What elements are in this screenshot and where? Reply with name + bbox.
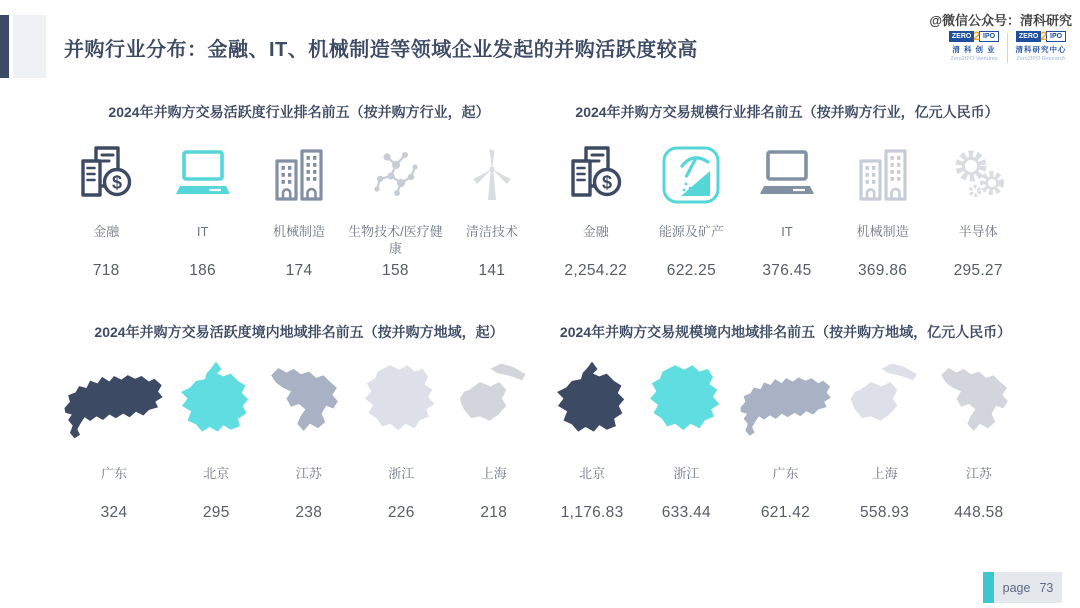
logo-name-en: Zero2IPO Ventures <box>950 56 998 62</box>
rank-value: 141 <box>478 262 506 279</box>
rank-label: IT <box>781 224 793 239</box>
rank-label: 江苏 <box>965 466 992 481</box>
jiangsu-map-icon <box>934 352 1024 456</box>
zero2ipo-logos <box>945 30 1070 63</box>
rank-value: 1,176.83 <box>560 504 624 521</box>
rank-label: 浙江 <box>673 466 700 481</box>
chart-title: 2024年并购方交易活跃度境内地域排名前五（按并购方地域，起） <box>94 324 504 340</box>
page-number: page 73 <box>994 572 1062 603</box>
finance-building-dollar-icon <box>564 138 628 212</box>
chart-title: 2024年并购方交易规模境内地域排名前五（按并购方地域，亿元人民币） <box>559 324 1012 340</box>
rank-item <box>932 342 1026 522</box>
rank-label: 能源及矿产 <box>658 224 724 239</box>
logo-name-cn: 清科研究中心 <box>1015 45 1067 54</box>
chart-title: 2024年并购方交易活跃度行业排名前五（按并购方行业，起） <box>108 104 490 120</box>
logo-name-cn: 清 科 创 业 <box>952 45 996 54</box>
rank-label: 北京 <box>203 466 230 481</box>
chart-region-activity <box>58 322 540 522</box>
chart-industry-activity <box>58 102 540 280</box>
rank-value: 324 <box>100 504 128 521</box>
rank-item <box>835 122 931 280</box>
rank-value: 226 <box>387 504 415 521</box>
page-accent-bar <box>983 572 994 603</box>
chart-industry-scale <box>548 102 1026 280</box>
header-accent-bar <box>0 15 9 78</box>
rank-value: 622.25 <box>666 262 716 279</box>
wind-turbine-icon <box>460 138 524 212</box>
rank-label: 上海 <box>871 466 898 481</box>
molecule-icon <box>363 138 427 212</box>
buildings-icon <box>267 138 331 212</box>
rank-value: 369.86 <box>857 262 908 279</box>
mining-pickaxe-icon <box>659 138 723 212</box>
logo-wordmark: ZERO 2 IPO <box>949 30 999 42</box>
logo-name-en: Zero2IPO Research <box>1016 56 1066 62</box>
rank-value: 621.42 <box>760 504 811 521</box>
rank-label: 金融 <box>582 224 609 239</box>
rank-value: 2,254.22 <box>564 262 628 279</box>
rank-item <box>154 122 250 280</box>
rank-label: 北京 <box>579 466 606 481</box>
guangdong-map-icon <box>58 352 170 456</box>
rank-value: 633.44 <box>661 504 711 521</box>
rank-row <box>58 122 540 280</box>
rank-item <box>263 342 356 522</box>
chart-title: 2024年并购方交易规模行业排名前五（按并购方行业，亿元人民币） <box>575 104 999 120</box>
rank-value: 448.58 <box>954 504 1004 521</box>
gears-icon <box>946 138 1010 212</box>
rank-value: 376.45 <box>762 262 812 279</box>
rank-value: 295 <box>202 504 230 521</box>
rank-item <box>355 342 448 522</box>
rank-item <box>58 122 154 280</box>
rank-value: 718 <box>92 262 120 279</box>
rank-item <box>644 122 740 280</box>
logo-wordmark: ZERO 2 IPO <box>1016 30 1066 42</box>
rank-label: IT <box>196 224 209 239</box>
page-indicator <box>983 572 1062 603</box>
rank-item <box>930 122 1026 280</box>
chart-region-scale <box>545 322 1026 522</box>
rank-item <box>58 342 170 522</box>
page-title: 并购行业分布：金融、IT、机械制造等领域企业发起的并购活跃度较高 <box>64 39 698 61</box>
beijing-map-icon <box>546 352 638 456</box>
jiangsu-map-icon <box>264 352 354 456</box>
watermark: @微信公众号：清科研究 <box>929 13 1072 28</box>
rank-item <box>347 122 443 280</box>
rank-value: 174 <box>285 262 313 279</box>
rank-value: 238 <box>295 504 323 521</box>
rank-row <box>58 342 540 522</box>
rank-item <box>545 342 639 522</box>
logo-divider <box>1007 33 1008 63</box>
rank-label: 机械制造 <box>273 224 326 239</box>
laptop-icon <box>171 138 235 212</box>
rank-label: 浙江 <box>388 466 415 481</box>
rank-label: 半导体 <box>958 224 998 239</box>
rank-item <box>548 122 644 280</box>
rank-label: 上海 <box>480 466 507 481</box>
rank-label: 金融 <box>93 224 120 239</box>
rank-label: 广东 <box>772 466 799 481</box>
rank-value: 295.27 <box>953 262 1003 279</box>
rank-label: 机械制造 <box>856 224 909 239</box>
rank-item <box>170 342 263 522</box>
rank-item <box>739 122 835 280</box>
shanghai-map-icon <box>841 352 929 456</box>
rank-item <box>444 122 540 280</box>
header-accent-block <box>13 15 46 78</box>
rank-label: 江苏 <box>295 466 322 481</box>
zero2ipo-research-logo <box>1012 30 1070 62</box>
zero2ipo-ventures-logo <box>945 30 1003 62</box>
rank-value: 186 <box>189 262 216 279</box>
rank-value: 158 <box>382 262 409 279</box>
rank-item <box>639 342 733 522</box>
rank-label: 广东 <box>100 466 127 481</box>
rank-item <box>251 122 347 280</box>
rank-row <box>548 122 1026 280</box>
rank-item <box>448 342 541 522</box>
buildings-icon <box>851 138 915 212</box>
beijing-map-icon <box>170 352 262 456</box>
laptop-icon <box>755 138 819 212</box>
rank-item <box>838 342 932 522</box>
rank-value: 558.93 <box>860 504 910 521</box>
rank-label: 生物技术/医疗健康 <box>348 224 443 256</box>
rank-row <box>545 342 1026 522</box>
rank-item <box>734 342 838 522</box>
rank-value: 218 <box>480 504 508 521</box>
zhejiang-map-icon <box>356 352 446 456</box>
guangdong-map-icon <box>734 352 838 456</box>
shanghai-map-icon <box>450 352 538 456</box>
rank-label: 清洁技术 <box>465 224 518 239</box>
finance-building-dollar-icon <box>74 138 138 212</box>
zhejiang-map-icon <box>641 352 731 456</box>
